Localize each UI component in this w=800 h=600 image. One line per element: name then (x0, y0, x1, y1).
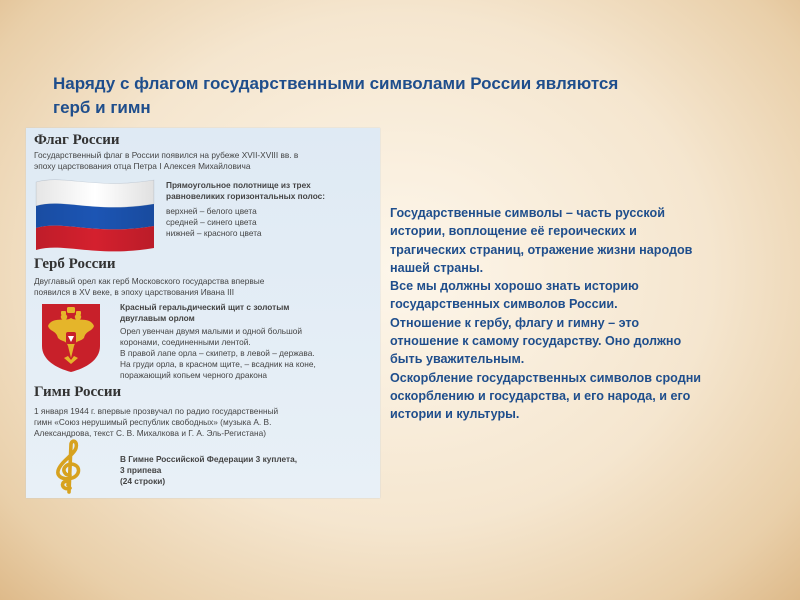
coat-desc-line: Орел увенчан двумя малыми и одной большой (120, 326, 303, 336)
flag-note-line: Прямоугольное полотнище из трех (166, 180, 311, 190)
anthem-intro-line: 1 января 1944 г. впервые прозвучал по радио государственный (34, 406, 279, 416)
body-line: отношение к самому государству. Оно должно (390, 334, 682, 349)
body-line: нашей страны. (390, 260, 484, 275)
body-line: Государственные символы – часть русской (390, 206, 665, 220)
coat-heading: Герб России (34, 256, 116, 272)
flag-note-line: равновеликих горизонтальных полос: (166, 191, 326, 201)
body-line: оскорблению и государства, и его народа, и его (390, 388, 691, 403)
flag-stripe-line: нижней – красного цвета (166, 228, 262, 238)
coat-desc-line: коронами, соединенными лентой. (120, 337, 251, 347)
flag-stripe-line: верхней – белого цвета (166, 206, 257, 216)
coat-intro (34, 276, 374, 298)
body-line: государственных символов России. (390, 297, 618, 312)
body-line: быть уважительным. (390, 352, 525, 367)
anthem-intro-line: Александрова, текст С. В. Михалкова и Г. А. Эль-Регистана) (34, 428, 267, 438)
coat-intro-line: появился в XV веке, в эпоху царствования Ивана III (34, 287, 235, 297)
flag-stripes (166, 206, 376, 239)
coat-of-arms-icon (40, 302, 102, 374)
flag-intro (34, 150, 374, 172)
coat-note-line: двуглавым орлом (120, 313, 195, 323)
coat-desc-line: поражающий копьем черного дракона (120, 370, 268, 380)
anthem-note-line: (24 строки) (120, 476, 166, 486)
title-line: Наряду с флагом государственными символами России являются (53, 74, 619, 93)
title-line: герб и гимн (53, 98, 151, 117)
body-line: Все мы должны хорошо знать историю (390, 279, 639, 294)
flag-intro-line: Государственный флаг в России появился на рубеже XVII-XVIII вв. в (34, 150, 299, 160)
anthem-note-line: В Гимне Российской Федерации 3 куплета, (120, 454, 298, 464)
body-line: трагических страниц, отражение жизни народов (390, 242, 693, 257)
coat-intro-line: Двуглавый орел как герб Московского государства впервые (34, 276, 265, 286)
flag-heading: Флаг России (34, 132, 120, 148)
coat-note-line: Красный геральдический щит с золотым (120, 302, 290, 312)
body-line: Оскорбление государственных символов сродни (390, 370, 702, 385)
flag-stripe-line: средней – синего цвета (166, 217, 257, 227)
body-line: Отношение к гербу, флагу и гимну – это (390, 315, 640, 330)
body-line: истории и культуры. (390, 407, 520, 422)
flag-intro-line: эпоху царствования отца Петра I Алексея Михайловича (34, 161, 251, 171)
russian-flag-icon (34, 176, 156, 252)
treble-clef-icon (48, 438, 88, 494)
body-line: истории, воплощение её героических и (390, 224, 637, 239)
coat-desc-line: В правой лапе орла – скипетр, в левой – держава. (120, 348, 315, 358)
coat-note (120, 302, 375, 324)
state-symbols-poster (26, 128, 380, 498)
flag-note (166, 180, 376, 202)
slide-body-text (390, 204, 785, 424)
anthem-intro (34, 406, 374, 439)
coat-desc-line: На груди орла, в красном щите, – всадник на коне, (120, 359, 316, 369)
anthem-note (120, 454, 375, 487)
anthem-intro-line: гимн «Союз нерушимый республик свободных» (музыка А. В. (34, 417, 272, 427)
anthem-heading: Гимн России (34, 384, 122, 400)
slide-title (53, 72, 733, 120)
coat-description (120, 326, 375, 381)
anthem-note-line: 3 припева (120, 465, 162, 475)
